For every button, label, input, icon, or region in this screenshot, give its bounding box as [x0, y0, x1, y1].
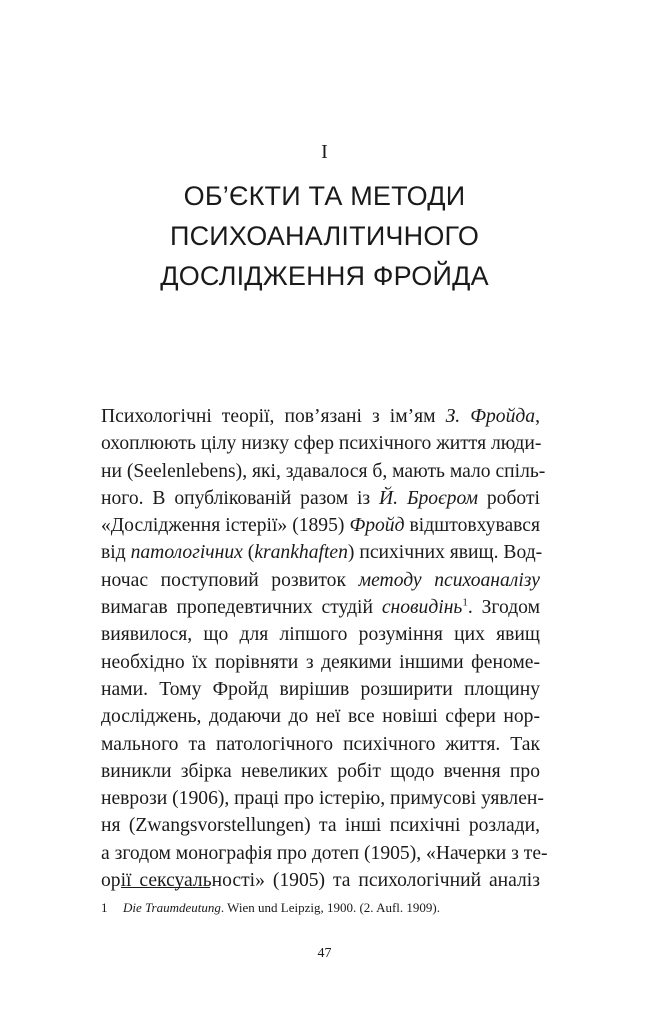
italic-term: Й. Броєром: [379, 487, 478, 509]
body-line: «Дослідження істерії» (1895) Фройд відштовхувався: [101, 515, 540, 537]
chapter-title-line: ДОСЛІДЖЕННЯ ФРОЙДА: [160, 261, 489, 291]
body-line: виявилося, що для ліпшого розуміння цих явищ: [101, 624, 540, 646]
page-number: 47: [317, 946, 332, 961]
body-line: Психологічні теорії, пов’язані з ім’ям З. Фройда,: [101, 406, 540, 427]
body-text: [101, 403, 548, 894]
footnote-marker: 1: [462, 596, 468, 609]
body-line: вимагав пропедевтичних студій сновидінь$^1$. Згодом: [101, 596, 540, 619]
italic-term: Фройд: [349, 515, 405, 537]
footnote-title: Die Traumdeutung: [123, 900, 221, 915]
italic-term: krankhaften: [254, 542, 348, 564]
body-line: орії сексуальності» (1905) та психологічний аналіз: [101, 870, 540, 892]
body-line: досліджень, додаючи до неї все новіші сфери нор-: [101, 706, 540, 728]
italic-term: патологічних: [130, 542, 243, 564]
footnote-number: 1: [101, 900, 108, 915]
footnote-text: . Wien und Leipzig, 1900. (2. Aufl. 1909).: [220, 900, 440, 915]
body-line: неврози (1906), праці про істерію, примусові уявлен-: [101, 788, 544, 810]
italic-term: сновидінь: [381, 597, 463, 619]
italic-term: З. Фройда: [445, 406, 536, 427]
chapter-number: I: [321, 141, 328, 163]
body-line: нами. Тому Фройд вирішив розширити площину: [101, 678, 540, 700]
chapter-title-line: ПСИХОАНАЛІТИЧНОГО: [169, 221, 480, 251]
body-line: від патологічних (krankhaften) психічних явищ. Вод-: [101, 542, 543, 564]
body-line: ночас поступовий розвиток методу психоаналізу: [101, 569, 541, 591]
body-line: ного. В опублікованій разом із Й. Броєром роботі: [101, 487, 540, 509]
footnote: [101, 900, 540, 916]
body-line: ни (Seelenlebens), які, здавалося б, мають мало спіль-: [101, 460, 546, 482]
body-line: охоплюють цілу низку сфер психічного життя люди-: [101, 433, 542, 455]
body-line: мального та патологічного психічного життя. Так: [101, 733, 540, 755]
chapter-title-line: ОБ’ЄКТИ ТА МЕТОДИ: [183, 181, 466, 211]
body-line: ня (Zwangsvorstellungen) та інші психічні розлади,: [101, 815, 540, 837]
body-line: а згодом монографія про дотеп (1905), «Начерки з те-: [101, 842, 548, 864]
body-line: необхідно їх порівняти з деякими іншими феноме-: [101, 651, 540, 673]
chapter-title: [0, 176, 649, 296]
body-line: виникли збірка невеликих робіт щодо вчення про: [101, 760, 540, 782]
italic-term: методу психоаналізу: [358, 569, 541, 591]
footnote-rule: [121, 887, 210, 888]
